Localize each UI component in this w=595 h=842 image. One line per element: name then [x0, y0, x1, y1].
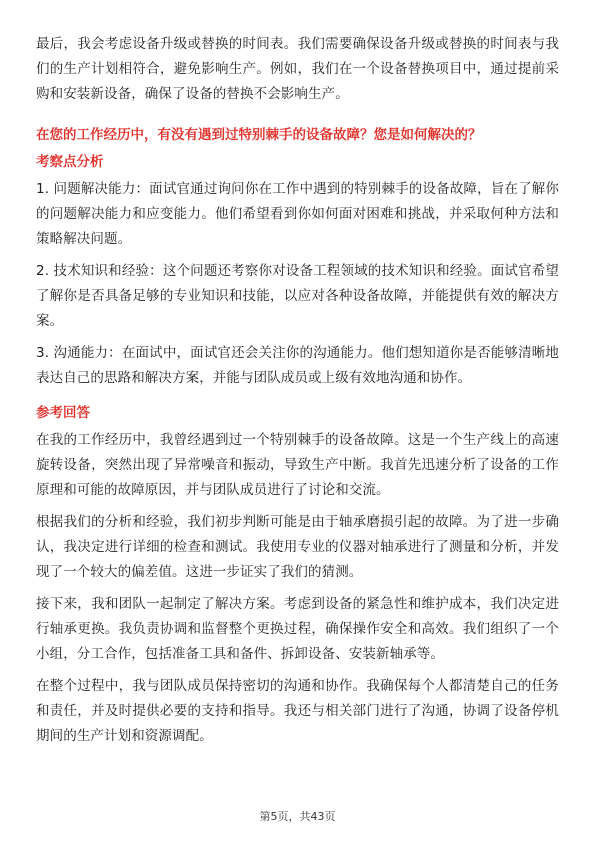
analysis-point: 1. 问题解决能力：面试官通过询问你在工作中遇到的特别棘手的设备故障，旨在了解你的问题解决能力和应变能力。他们希望看到你如何面对困难和挑战，并采取何种方法和策略解决问题。	[36, 181, 559, 247]
page-footer: 第5页，共43页	[259, 810, 336, 823]
intro-paragraph: 最后，我会考虑设备升级或替换的时间表。我们需要确保设备升级或替换的时间表与我们的生产计划相符合，避免影响生产。例如，我们在一个设备替换项目中，通过提前采购和安装新设备，确保了设备的替换不会影响生产。	[36, 36, 559, 102]
answer-paragraph: 接下来，我和团队一起制定了解决方案。考虑到设备的紧急性和维护成本，我们决定进行轴承更换。我负责协调和监督整个更换过程，确保操作安全和高效。我们组织了一个小组，分工合作，包括准备工具和备件、拆卸设备、安装新轴承等。	[36, 596, 559, 662]
document-page	[36, 32, 559, 756]
analysis-heading: 考察点分析	[36, 154, 104, 170]
interview-question: 在您的工作经历中，有没有遇到过特别棘手的设备故障？您是如何解决的？	[36, 127, 482, 143]
answer-paragraph: 根据我们的分析和经验，我们初步判断可能是由于轴承磨损引起的故障。为了进一步确认，我决定进行详细的检查和测试。我使用专业的仪器对轴承进行了测量和分析，并发现了一个较大的偏差值。这进一步证实了我们的猜测。	[36, 514, 559, 580]
analysis-point: 2. 技术知识和经验：这个问题还考察你对设备工程领域的技术知识和经验。面试官希望了解你是否具备足够的专业知识和技能，以应对各种设备故障，并能提供有效的解决方案。	[36, 263, 559, 329]
answer-paragraph: 在我的工作经历中，我曾经遇到过一个特别棘手的设备故障。这是一个生产线上的高速旋转设备，突然出现了异常噪音和振动，导致生产中断。我首先迅速分析了设备的工作原理和可能的故障原因，并与团队成员进行了讨论和交流。	[36, 432, 559, 498]
analysis-point: 3. 沟通能力：在面试中，面试官还会关注你的沟通能力。他们想知道你是否能够清晰地表达自己的思路和解决方案，并能与团队成员或上级有效地沟通和协作。	[36, 345, 559, 386]
answer-heading: 参考回答	[36, 405, 90, 421]
answer-paragraph: 在整个过程中，我与团队成员保持密切的沟通和协作。我确保每个人都清楚自己的任务和责任，并及时提供必要的支持和指导。我还与相关部门进行了沟通，协调了设备停机期间的生产计划和资源调配。	[36, 678, 559, 744]
